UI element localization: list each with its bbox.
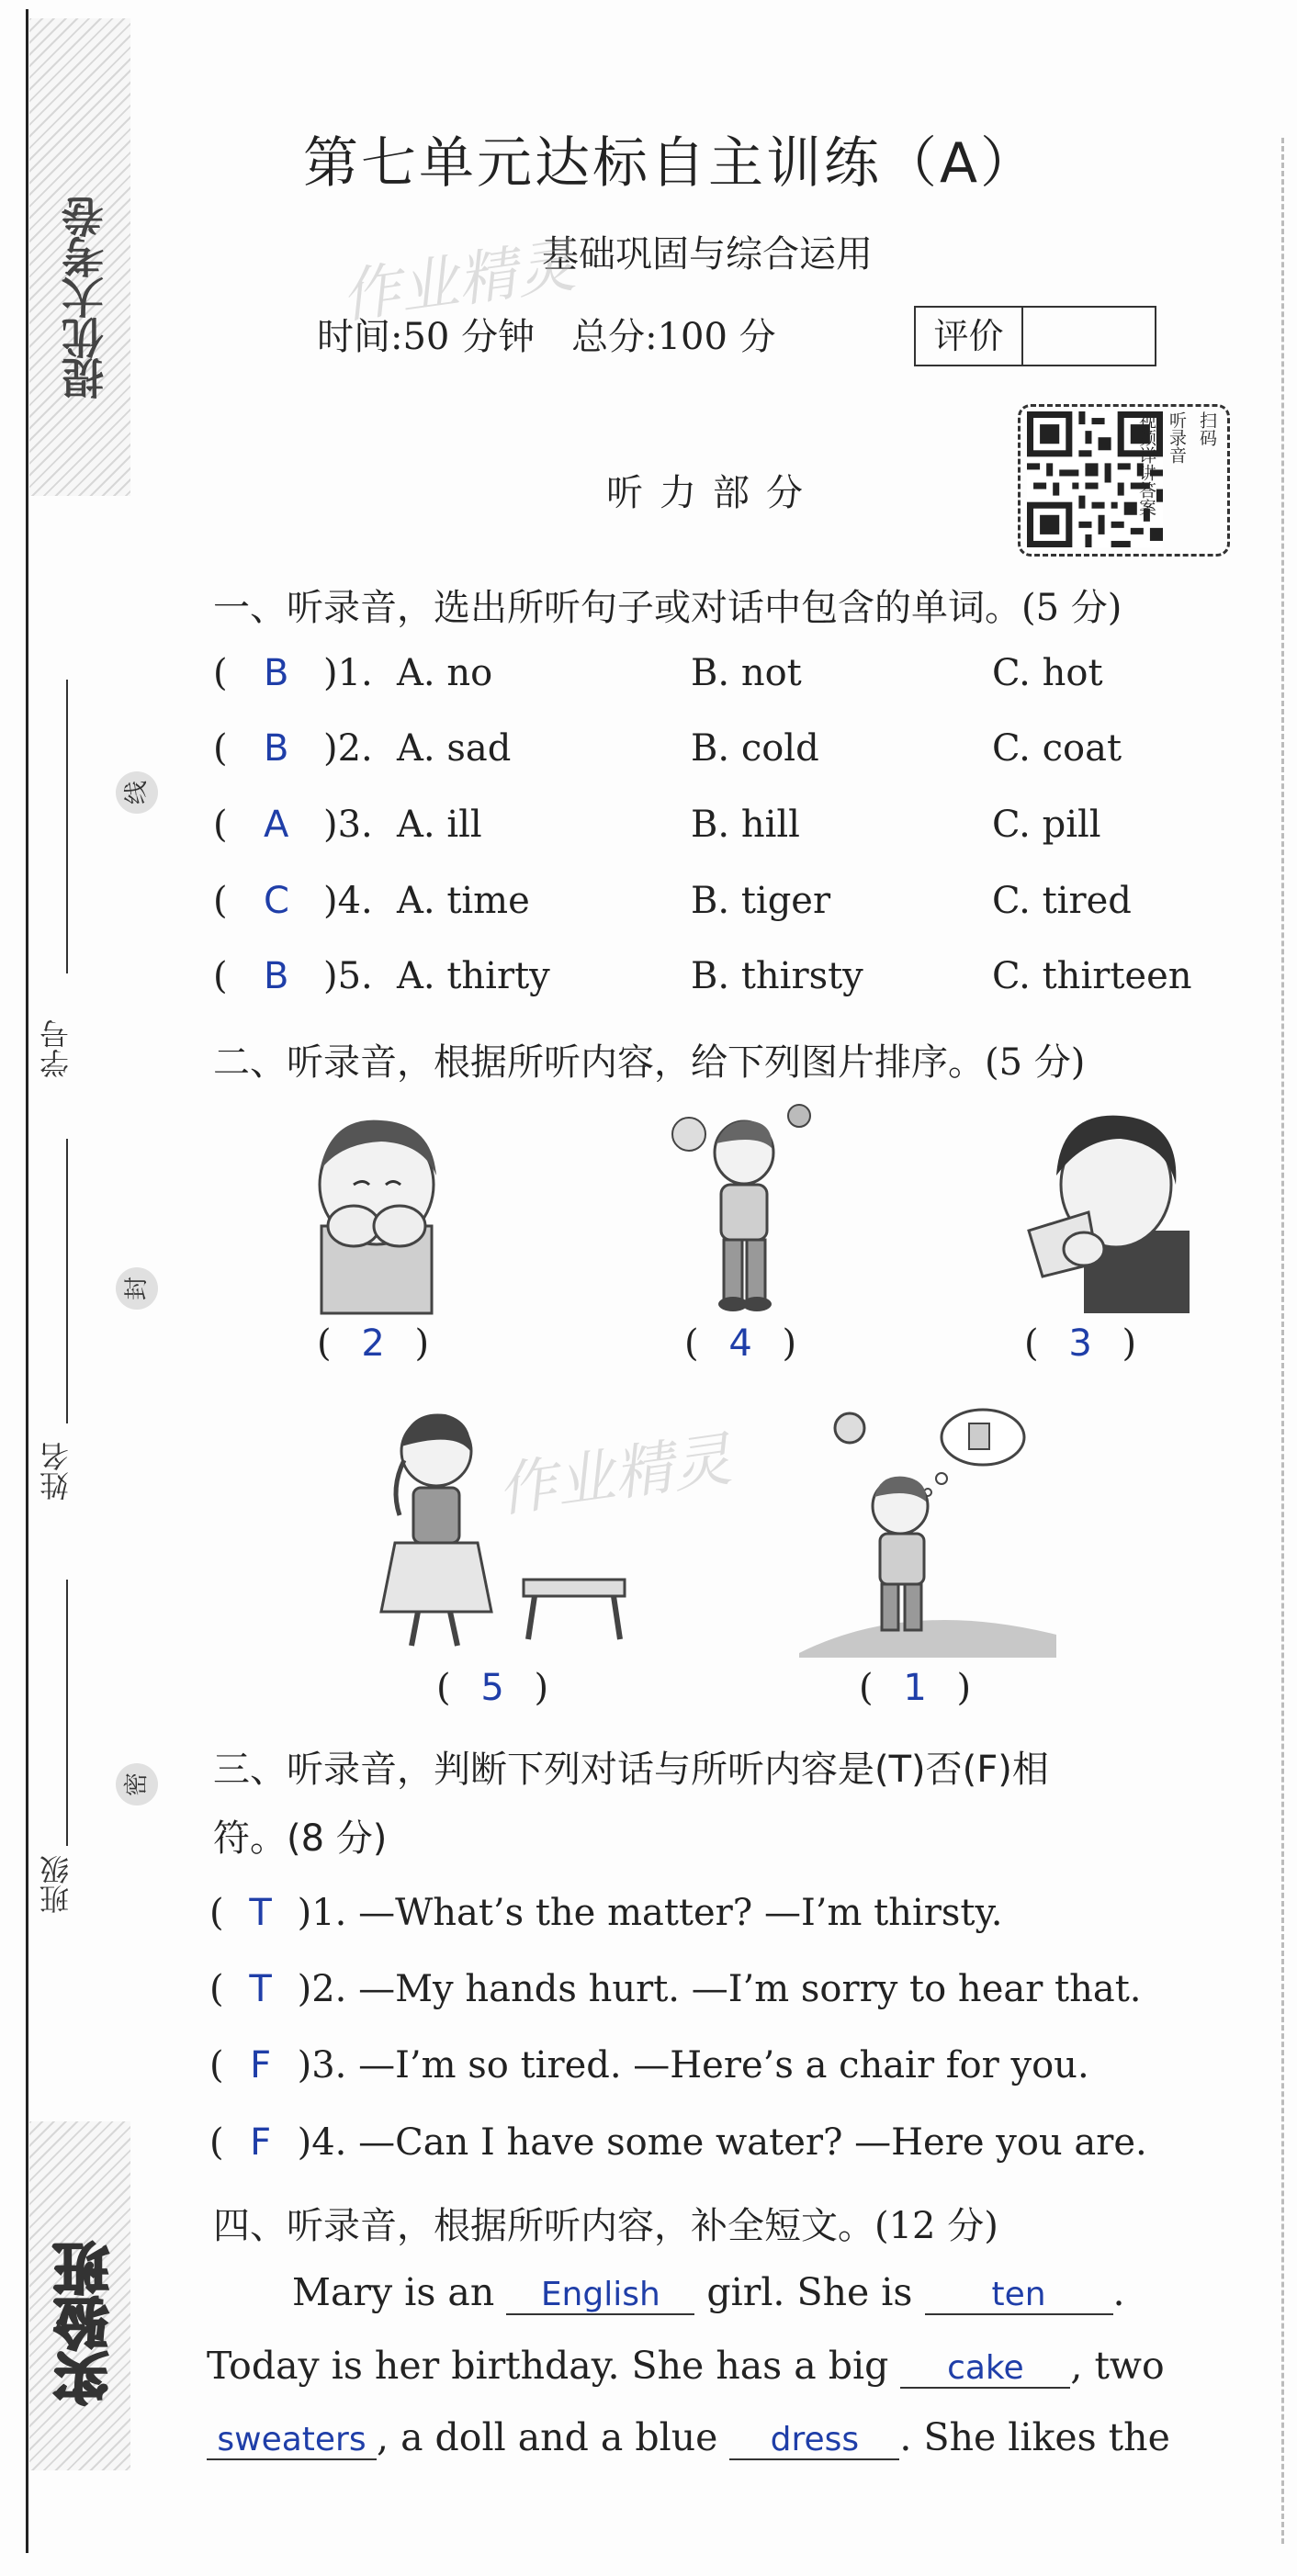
binding-char-mi: 密 [116, 1763, 158, 1805]
blank-2[interactable]: ten [925, 2277, 1113, 2315]
watermark-2: 作业精灵 [492, 1425, 736, 1526]
q1-heading [213, 579, 1122, 631]
picture-3-order: ( 3 ) [1024, 1322, 1137, 1365]
paren-open: ( [213, 727, 228, 770]
picture-3-answer[interactable]: 3 [1068, 1322, 1092, 1365]
paren-open: ( [213, 652, 228, 694]
q3-item: ( F )4. —Can I have some water? —Here you are. [209, 2121, 1147, 2164]
q3-item-text: )2. —My hands hurt. —I’m sorry to hear that. [297, 1968, 1142, 2010]
qr-caption-1: 扫码 [1197, 411, 1217, 446]
picture-2-answer[interactable]: 4 [728, 1322, 752, 1365]
passage-line-3 [207, 2415, 1170, 2460]
item-number: )2. [323, 727, 373, 770]
option-c: C. coat [992, 727, 1122, 770]
picture-5-order: ( 1 ) [859, 1667, 972, 1709]
time-and-score: 时间:50 分钟 总分:100 分 [317, 316, 776, 358]
option-c: C. pill [992, 804, 1101, 846]
q1-points: (5 分) [1021, 587, 1122, 629]
answer-slot[interactable]: C [264, 880, 289, 922]
passage-text: Mary is an [292, 2270, 495, 2314]
q1-item [213, 880, 1260, 935]
qr-caption-2: 听录音 [1167, 411, 1187, 464]
answer-slot[interactable]: F [250, 2121, 272, 2164]
option-b: B. tiger [691, 880, 831, 922]
option-a: A. no [397, 652, 493, 694]
q1-heading-text: 一、听录音，选出所听句子或对话中包含的单词。 [213, 587, 1021, 629]
q3-item: ( T )2. —My hands hurt. —I’m sorry to hear that. [209, 1968, 1142, 2010]
worksheet-title: 第七单元达标自主训练（A） [303, 131, 1039, 196]
picture-boy-cold [1010, 1102, 1194, 1313]
q3-item-text: )4. —Can I have some water? —Here you are. [297, 2121, 1147, 2164]
qr-caption-3: 视频详讲答案 [1136, 411, 1156, 516]
passage-text: . She likes the [899, 2415, 1170, 2459]
q3-item: ( T )1. —What’s the matter? —I’m thirsty. [209, 1892, 1003, 1934]
q1-item [213, 955, 1260, 1010]
name-line[interactable] [66, 1139, 68, 1423]
q4-heading [213, 2197, 998, 2249]
item-number: )3. [323, 804, 373, 846]
q4-heading-text: 四、听录音，根据所听内容，补全短文。 [213, 2205, 874, 2247]
answer-slot[interactable]: A [264, 804, 289, 846]
q4-points: (12 分) [874, 2205, 998, 2247]
blank-4[interactable]: sweaters [207, 2422, 377, 2460]
picture-boy-toothache [294, 1107, 459, 1313]
worksheet-subtitle: 基础巩固与综合运用 [542, 233, 873, 276]
q3-item: ( F )3. —I’m so tired. —Here’s a chair for you. [209, 2044, 1089, 2087]
picture-4-order: ( 5 ) [436, 1667, 549, 1709]
option-a: A. ill [397, 804, 482, 846]
item-number: )1. [323, 652, 373, 694]
strip-border-line [26, 9, 28, 2553]
option-a: A. thirty [397, 955, 550, 997]
passage-line-2 [207, 2344, 1165, 2389]
passage-text: . [1112, 2270, 1125, 2314]
item-number: )4. [323, 880, 373, 922]
picture-boy-thirsty [799, 1405, 1056, 1658]
q2-heading [213, 1033, 1085, 1086]
option-b: B. hill [691, 804, 800, 846]
blank-5[interactable]: dress [729, 2422, 899, 2460]
blank-3[interactable]: cake [900, 2350, 1070, 2389]
option-b: B. not [691, 652, 802, 694]
student-id-line[interactable] [66, 680, 68, 973]
name-label: 姓名 [39, 1442, 73, 1501]
binding-char-xian: 线 [116, 771, 158, 814]
picture-boy-stomachache [661, 1097, 827, 1318]
item-number: )5. [323, 955, 373, 997]
paren-open: ( [213, 955, 228, 997]
evaluation-label: 评价 [916, 308, 1023, 365]
picture-4-answer[interactable]: 5 [480, 1667, 504, 1709]
watermark: 作业精灵 [336, 231, 580, 332]
option-c: C. hot [992, 652, 1103, 694]
picture-1-answer[interactable]: 2 [361, 1322, 385, 1365]
blank-1[interactable]: English [506, 2277, 694, 2315]
paren-open: ( [213, 804, 228, 846]
qr-caption [1136, 411, 1220, 549]
brand-logo-top: 提优大考卷 [61, 197, 110, 399]
picture-2-order: ( 4 ) [684, 1322, 797, 1365]
answer-slot[interactable]: T [249, 1892, 272, 1934]
option-c: C. thirteen [992, 955, 1192, 997]
option-a: A. sad [397, 727, 512, 770]
q2-heading-text: 二、听录音，根据所听内容，给下列图片排序。 [213, 1041, 985, 1084]
option-b: B. thirsty [691, 955, 863, 997]
class-line[interactable] [66, 1580, 68, 1846]
brand-logo-bottom: 实验班 [53, 2241, 118, 2406]
q3-item-text: )1. —What’s the matter? —I’m thirsty. [297, 1892, 1003, 1934]
passage-text: Today is her birthday. She has a big [207, 2344, 889, 2388]
picture-5-answer[interactable]: 1 [903, 1667, 927, 1709]
q2-points: (5 分) [985, 1041, 1086, 1084]
q3-heading-line2: 符。(8 分) [213, 1817, 388, 1860]
passage-text: , two [1070, 2344, 1165, 2388]
evaluation-box[interactable] [914, 306, 1156, 366]
dashed-cut-line [1281, 138, 1284, 2544]
student-id-label: 学号 [39, 1019, 73, 1078]
q1-item [213, 652, 1260, 707]
passage-text: , a doll and a blue [377, 2415, 718, 2459]
section-title: 听力部分 [606, 472, 819, 514]
q1-item [213, 727, 1260, 782]
answer-slot[interactable]: B [264, 652, 289, 694]
answer-slot[interactable]: B [264, 955, 289, 997]
evaluation-field[interactable] [1023, 308, 1155, 365]
q1-item [213, 804, 1260, 859]
answer-slot[interactable]: B [264, 727, 289, 770]
passage-text: girl. She is [706, 2270, 913, 2314]
option-b: B. cold [691, 727, 819, 770]
answer-slot[interactable]: T [249, 1968, 272, 2010]
picture-1-order: ( 2 ) [317, 1322, 430, 1365]
binding-char-feng: 封 [116, 1267, 158, 1310]
passage-line-1 [292, 2270, 1125, 2315]
option-a: A. time [397, 880, 530, 922]
class-label: 班级 [39, 1855, 73, 1914]
paren-open: ( [213, 880, 228, 922]
q3-heading-line1: 三、听录音，判断下列对话与所听内容是(T)否(F)相 [213, 1749, 1049, 1791]
q3-item-text: )3. —I’m so tired. —Here’s a chair for you. [297, 2044, 1089, 2087]
answer-slot[interactable]: F [250, 2044, 272, 2087]
option-c: C. tired [992, 880, 1132, 922]
